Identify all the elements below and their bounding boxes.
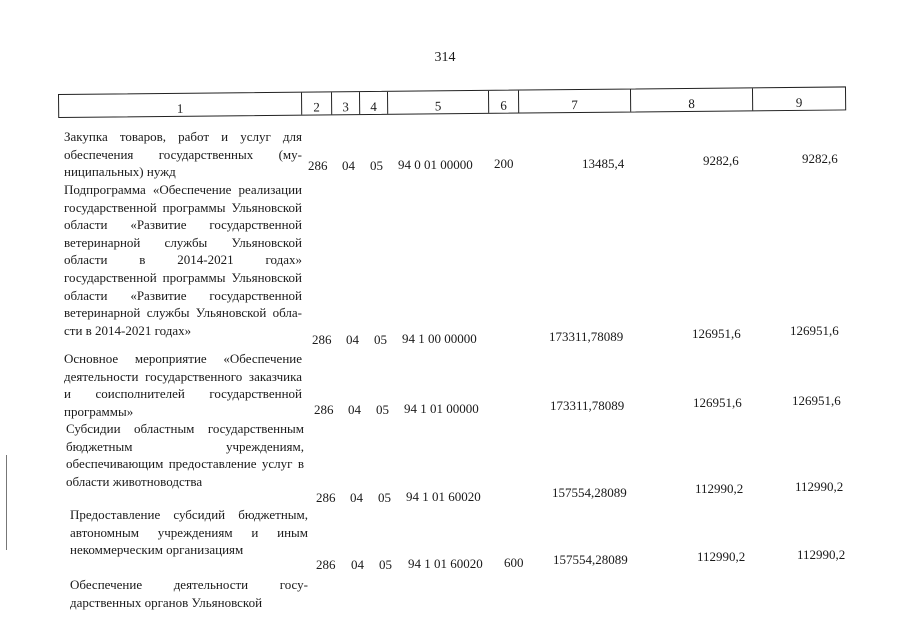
header-col-2: 2 — [302, 92, 332, 114]
cell-col-7: 157554,28089 — [552, 485, 627, 500]
row-name: Субсидии областным государственным бюджетным учреждениям, обеспечивающим предоставление услуг в области животноводства — [66, 421, 304, 489]
header-col-6: 6 — [489, 91, 519, 113]
cell-rz: 04 — [350, 490, 363, 505]
cell-csr: 94 1 01 00000 — [404, 401, 479, 416]
row-name: Обеспечение деятельности государственных органов Ульяновской — [70, 577, 308, 610]
cell-ved: 286 — [314, 402, 334, 417]
cell-pr: 05 — [378, 490, 391, 505]
row-name: Закупка товаров, работ и услуг для обеспечения государственных (муниципальных) нужд — [64, 129, 302, 180]
cell-csr: 94 1 01 60020 — [408, 556, 483, 571]
row-name: Подпрограмма «Обеспечение реализации государственной программы Ульяновской области «Развитие государственной ветеринарной службы Ульяновской области в 2014-2021 годах» государственной программы Ульяновской области «Развитие государственной ветеринарной службы Ульяновской области в 2014-2021 годах» — [64, 182, 302, 338]
row-name: Основное мероприятие «Обеспечение деятельности государственного заказчика и соисполнителей государственной программы» — [64, 351, 302, 419]
header-col-4: 4 — [360, 92, 388, 114]
cell-vr: 200 — [494, 156, 514, 171]
header-col-7: 7 — [519, 89, 631, 112]
cell-pr: 05 — [370, 158, 383, 173]
cell-col-7: 13485,4 — [582, 156, 625, 171]
header-col-1: 1 — [59, 93, 302, 117]
cell-ved: 286 — [312, 332, 332, 347]
header-col-3: 3 — [332, 92, 360, 114]
cell-csr: 94 1 00 00000 — [402, 331, 477, 346]
header-col-5: 5 — [388, 91, 489, 114]
header-col-8: 8 — [631, 88, 753, 111]
cell-ved: 286 — [308, 158, 328, 173]
header-col-9: 9 — [795, 94, 803, 110]
cell-col-9: 126951,6 — [790, 323, 839, 338]
page-number: 314 — [434, 50, 456, 65]
cell-col-7: 157554,28089 — [553, 552, 628, 567]
cell-col-9: 112990,2 — [795, 479, 844, 494]
cell-ved: 286 — [316, 490, 336, 505]
cell-col-8: 112990,2 — [695, 481, 744, 496]
row-name: Предоставление субсидий бюджетным, автономным учреждениям и иным некоммерческим организациям — [70, 507, 308, 558]
cell-rz: 04 — [348, 402, 361, 417]
cell-vr: 600 — [504, 555, 524, 570]
cell-col-8: 126951,6 — [692, 326, 741, 341]
cell-csr: 94 1 01 60020 — [406, 489, 481, 504]
cell-col-9: 9282,6 — [802, 151, 838, 166]
cell-csr: 94 0 01 00000 — [398, 157, 473, 172]
cell-ved: 286 — [316, 557, 336, 572]
cell-col-9: 112990,2 — [797, 547, 846, 562]
cell-col-7: 173311,78089 — [550, 398, 625, 413]
cell-col-9: 126951,6 — [792, 393, 841, 408]
cell-rz: 04 — [342, 158, 355, 173]
cell-rz: 04 — [351, 557, 364, 572]
cell-pr: 05 — [379, 557, 392, 572]
cell-col-8: 9282,6 — [703, 153, 739, 168]
cell-col-8: 126951,6 — [693, 395, 742, 410]
cell-col-8: 112990,2 — [697, 549, 746, 564]
cell-pr: 05 — [376, 402, 389, 417]
cell-col-7: 173311,78089 — [549, 329, 624, 344]
cell-pr: 05 — [374, 332, 387, 347]
cell-rz: 04 — [346, 332, 359, 347]
